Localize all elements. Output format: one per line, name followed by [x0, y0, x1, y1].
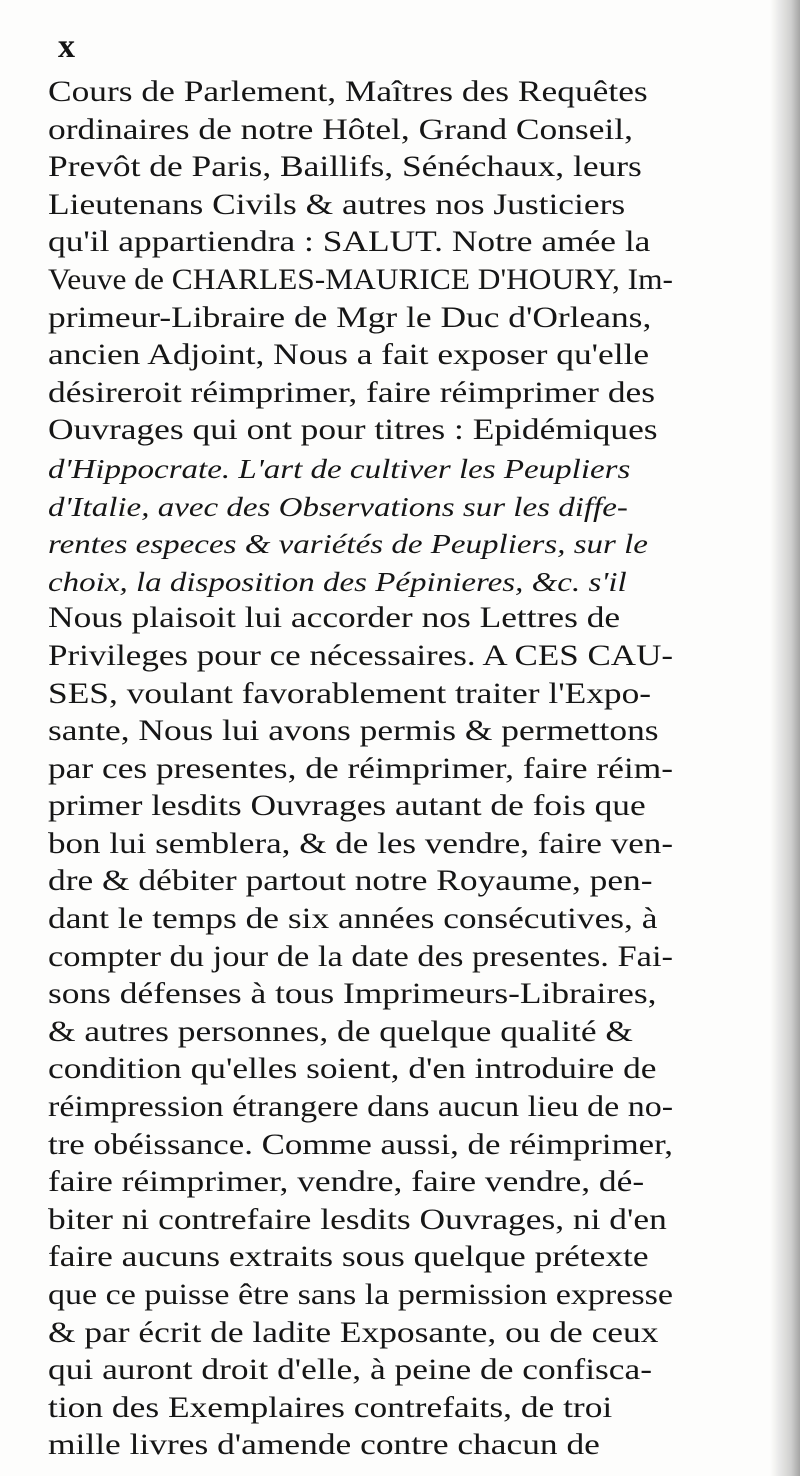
text-line-content: faire aucuns extraits sous quelque prétexte	[48, 1241, 649, 1274]
text-line	[48, 1164, 673, 1202]
text-line	[48, 1239, 673, 1277]
text-line-content: dant le temps de six années consécutives, à	[48, 903, 658, 936]
text-line	[48, 751, 673, 789]
text-line-content: primer lesdits Ouvrages autant de fois que	[48, 790, 646, 823]
text-line	[48, 939, 673, 977]
text-line	[48, 300, 673, 338]
text-line-content: & autres personnes, de quelque qualité &	[48, 1015, 633, 1048]
text-line	[48, 1277, 673, 1315]
text-line-content: sons défenses à tous Imprimeurs-Libraires,	[48, 978, 657, 1011]
text-line	[48, 1390, 673, 1428]
text-line-content: condition qu'elles soient, d'en introduire de	[48, 1053, 657, 1086]
text-line	[48, 1202, 673, 1240]
text-line	[48, 262, 673, 300]
text-line	[48, 412, 673, 450]
text-line-content: bon lui semblera, & de les vendre, faire ven-	[48, 827, 674, 860]
text-line-content: rentes especes & variétés de Peupliers, sur le	[48, 528, 648, 560]
text-line-content: qu'il appartiendra : SALUT. Notre amée la	[48, 226, 651, 259]
text-line	[48, 525, 673, 563]
text-line-content: ordinaires de notre Hôtel, Grand Conseil,	[48, 113, 633, 146]
text-line-content: choix, la disposition des Pépinieres, &c. s'il	[48, 565, 627, 597]
text-line-content: faire réimprimer, vendre, faire vendre, dé-	[48, 1166, 645, 1199]
text-line	[48, 863, 673, 901]
text-line-content: mille livres d'amende contre chacun de	[48, 1429, 600, 1462]
text-line-content: tre obéissance. Comme aussi, de réimprimer,	[48, 1128, 674, 1161]
text-line	[48, 638, 673, 676]
text-line	[48, 1014, 673, 1052]
body-text	[48, 74, 673, 1465]
text-line-content: dre & débiter partout notre Royaume, pen-	[48, 865, 653, 898]
text-line-content: par ces presentes, de réimprimer, faire réim-	[48, 752, 674, 785]
text-line	[48, 1352, 673, 1390]
text-line	[48, 488, 673, 526]
text-line-content: sante, Nous lui avons permis & permettons	[48, 715, 659, 748]
page-folio: x	[58, 28, 75, 65]
text-line-content: d'Hippocrate. L'art de cultiver les Peupliers	[48, 452, 631, 484]
text-line	[48, 74, 673, 112]
text-line-content: tion des Exemplaires contrefaits, de troi	[48, 1391, 613, 1424]
text-line-content: Veuve de CHARLES-MAURICE D'HOURY, Im-	[48, 263, 673, 296]
text-line	[48, 901, 673, 939]
text-line	[48, 1427, 673, 1465]
text-line	[48, 375, 673, 413]
text-line	[48, 563, 673, 601]
text-line	[48, 450, 673, 488]
text-line-content: réimpression étrangere dans aucun lieu de no-	[48, 1091, 674, 1124]
text-line	[48, 187, 673, 225]
text-line-content: compter du jour de la date des presentes. Fai-	[48, 940, 674, 973]
text-line	[48, 713, 673, 751]
text-line-content: Nous plaisoit lui accorder nos Lettres de	[48, 602, 621, 635]
text-line-content: d'Italie, avec des Observations sur les diffe-	[48, 490, 628, 522]
text-line	[48, 1089, 673, 1127]
text-line-content: désireroit réimprimer, faire réimprimer des	[48, 376, 656, 409]
text-line	[48, 826, 673, 864]
text-line-content: primeur-Libraire de Mgr le Duc d'Orleans,	[48, 301, 652, 334]
text-line	[48, 1127, 673, 1165]
text-line-content: Privileges pour ce nécessaires. A CES CAU-	[48, 639, 674, 672]
text-line	[48, 337, 673, 375]
text-line	[48, 676, 673, 714]
text-line	[48, 149, 673, 187]
text-line-content: Prevôt de Paris, Baillifs, Sénéchaux, leurs	[48, 151, 642, 184]
text-line	[48, 1315, 673, 1353]
text-line-content: Ouvrages qui ont pour titres : Epidémiques	[48, 414, 658, 447]
text-line-content: Lieutenans Civils & autres nos Justiciers	[48, 188, 626, 221]
text-line	[48, 976, 673, 1014]
text-line	[48, 112, 673, 150]
text-line	[48, 224, 673, 262]
text-line-content: ancien Adjoint, Nous a fait exposer qu'elle	[48, 339, 650, 372]
text-line	[48, 1051, 673, 1089]
text-line	[48, 600, 673, 638]
page-edge-shadow	[770, 0, 800, 1476]
text-line-content: SES, voulant favorablement traiter l'Expo-	[48, 677, 652, 710]
text-line-content: & par écrit de ladite Exposante, ou de ceux	[48, 1316, 659, 1349]
text-line-content: qui auront droit d'elle, à peine de confisca-	[48, 1354, 653, 1387]
text-line-content: que ce puisse être sans la permission expresse	[48, 1279, 673, 1311]
text-line-content: biter ni contrefaire lesdits Ouvrages, ni d'en	[48, 1203, 667, 1236]
text-line	[48, 788, 673, 826]
text-line-content: Cours de Parlement, Maîtres des Requêtes	[48, 76, 648, 108]
